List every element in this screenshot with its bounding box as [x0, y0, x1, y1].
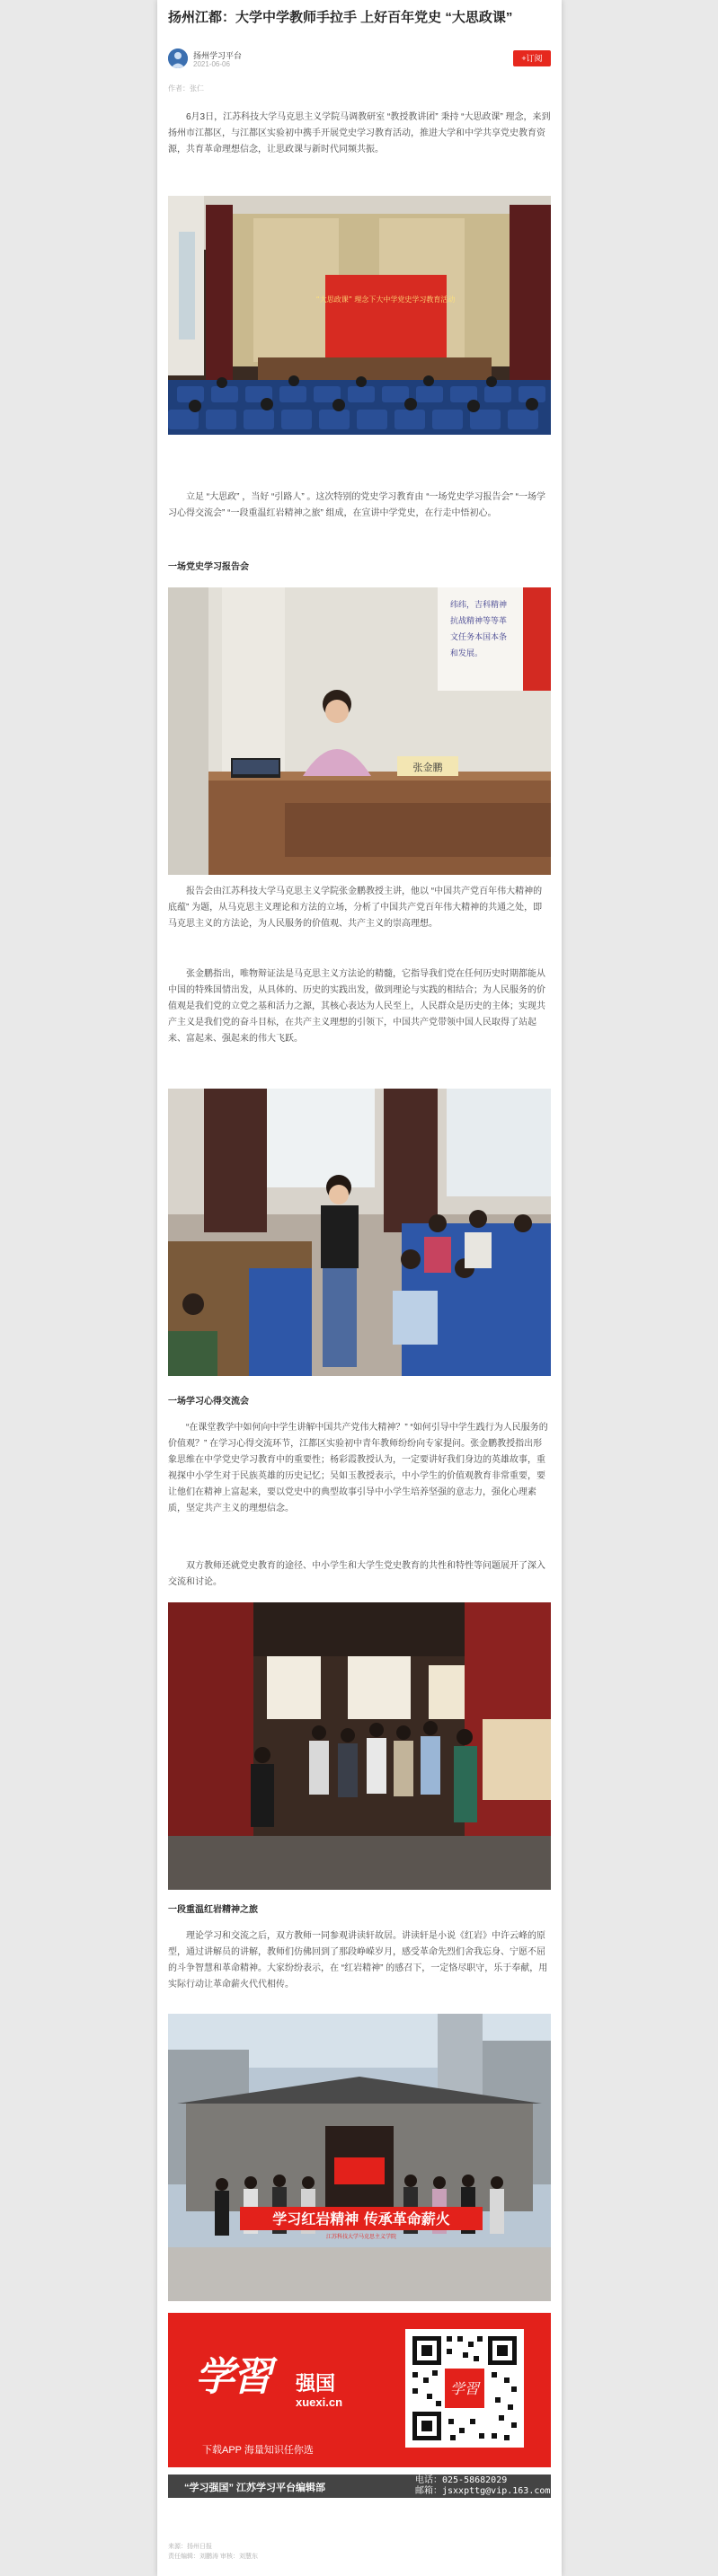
avatar-icon [168, 49, 188, 68]
xuexi-domain: xuexi.cn [296, 2395, 343, 2409]
nameplate-text: 张金鹏 [412, 762, 443, 773]
paragraph-report: 报告会由江苏科技大学马克思主义学院张金鹏教授主讲，他以 “中国共产党百年伟大精神的底蕴” 为题，从马克思主义理论和方法的立场，分析了中国共产党百年伟大精神的共通之处，即马克思主义的方法论，为人民服务的价值观、共产主义的崇高理想。 [168, 887, 543, 929]
section-heading-exchange: 一场学习心得交流会 [168, 1397, 249, 1407]
svg-text:纬纬，吉科精神: 纬纬，吉科精神 [450, 601, 508, 610]
paragraph-exchange: “在课堂教学中如何向中学生讲解中国共产党伟大精神？” “如何引导中学生践行为人民服务的价值观？” 在学习心得交流环节，江都区实验初中青年教师纷纷向专家提问。张金鹏教授指出形象思维在中学党史学习教育中的重要性；杨彩霞教授认为，一定要讲好我们身边的英雄故事，重视探中小学生对于民族英雄的历史记忆；吴如玉教授表示，中小学生的价值观教育非常重要，要让他们在精神上富起来，要以党史中的典型故事引导中小学生培养坚强的意志力，强化心理素质，坚定共产主义的理想信念。 [168, 1423, 548, 1513]
publish-date: 2021-06-06 [193, 60, 230, 68]
editorial-footer [168, 2475, 551, 2498]
photo-lecturer [168, 587, 551, 875]
xuexi-logo-script: 学習 [195, 2354, 270, 2400]
section-heading-tour: 一段重温红岩精神之旅 [168, 1905, 258, 1915]
author-avatar[interactable] [168, 49, 188, 68]
photo-group [168, 2014, 551, 2301]
svg-text:和发展。: 和发展。 [450, 649, 483, 658]
xuexi-promo-banner[interactable] [168, 2313, 551, 2467]
tour-banner-subtext: 江苏科技大学马克思主义学院 [325, 2234, 397, 2240]
author-name[interactable]: 扬州学习平台 [193, 51, 243, 60]
contact-info [415, 2475, 550, 2497]
photo-discussion [168, 1089, 551, 1376]
author-row [168, 47, 551, 72]
stage-screen-text: “大思政课” 理念下大中学党史学习教育活动 [315, 296, 456, 304]
paragraph-key-points: 张金鹏指出，唯物辩证法是马克思主义方法论的精髓，它指导我们党在任何历史时期都能从中国的特殊国情出发，从具体的、历史的实践出发，做到理论与实践的相结合；为人民服务的价值观是我们党的立党之基和活力之源，其核心表达为人民至上，人民群众是历史的主体；实现共产主义是我们党的奋斗目标，在共产主义理想的引领下，中国共产党带领中国人民取得了站起来、富起来、强起来的伟大飞跃。 [168, 969, 545, 1044]
paragraph-discussion: 双方教师还就党史教育的途径、中小学生和大学生党史教育的共性和特性等问题展开了深入交流和讨论。 [168, 1561, 545, 1587]
tour-banner-text: 学习红岩精神 传承革命薪火 [272, 2210, 450, 2228]
photo-museum-visit [168, 1602, 551, 1890]
editorial-dept: “学习强国” 江苏学习平台编辑部 [184, 2483, 326, 2493]
svg-text:文任务本国本条: 文任务本国本条 [450, 633, 508, 642]
article-page [157, 0, 562, 2576]
source-line: 来源：扬州日报 [168, 2544, 212, 2550]
section-heading-report: 一场党史学习报告会 [168, 562, 249, 572]
contact-phone: 电话：025-58682029 [415, 2475, 508, 2485]
svg-text:抗战精神等等革: 抗战精神等等革 [450, 617, 508, 626]
svg-text:学習: 学習 [449, 2380, 480, 2397]
download-slogan: 下载APP 海量知识任你选 [202, 2445, 314, 2456]
photo-auditorium [168, 196, 551, 435]
editor-line: 责任编辑：刘鹏涛 审核：刘慧东 [168, 2554, 258, 2560]
xuexi-logo-text: 强国 [296, 2373, 336, 2395]
article-source [168, 2542, 258, 2562]
contact-email[interactable]: 邮箱：jsxxpttg@vip.163.com [415, 2486, 551, 2496]
paragraph-overview: 立足 “大思政” ，当好 “引路人” 。这次特别的党史学习教育由 “一场党史学习报告会” “一场学习心得交流会” “一段重温红岩精神之旅” 组成，在宣讲中学党史，在行走中悟初心。 [168, 492, 545, 518]
paragraph-intro: 6月3日，江苏科技大学马克思主义学院马调教研室 “教授教讲团” 秉持 “大思政课” 理念，来到扬州市江都区，与江都区实验初中携手开展党史学习教育活动，推进大学和中学共享党史教育资源，共育革命理想信念，让思政课与新时代同频共振。 [168, 112, 551, 154]
article-title: 扬州江都：大学中学教师手拉手 上好百年党史 “大思政课” [168, 10, 513, 25]
subscribe-button[interactable]: +订阅 [513, 50, 551, 66]
paragraph-tour: 理论学习和交流之后，双方教师一同参观讲读轩故居。讲读轩是小说《红岩》中许云峰的原型，通过讲解员的讲解，教师们仿佛回到了那段峥嵘岁月，感受革命先烈们舍我忘身、宁愿不屈的斗争智慧和革命精神。大家纷纷表示，在 “红岩精神” 的感召下，一定恪尽职守，乐于奉献，用实际行动让革命薪火代代相传。 [168, 1931, 548, 1989]
author-credit: 作者：张仁 [168, 84, 204, 93]
qr-code-icon[interactable] [405, 2329, 524, 2448]
